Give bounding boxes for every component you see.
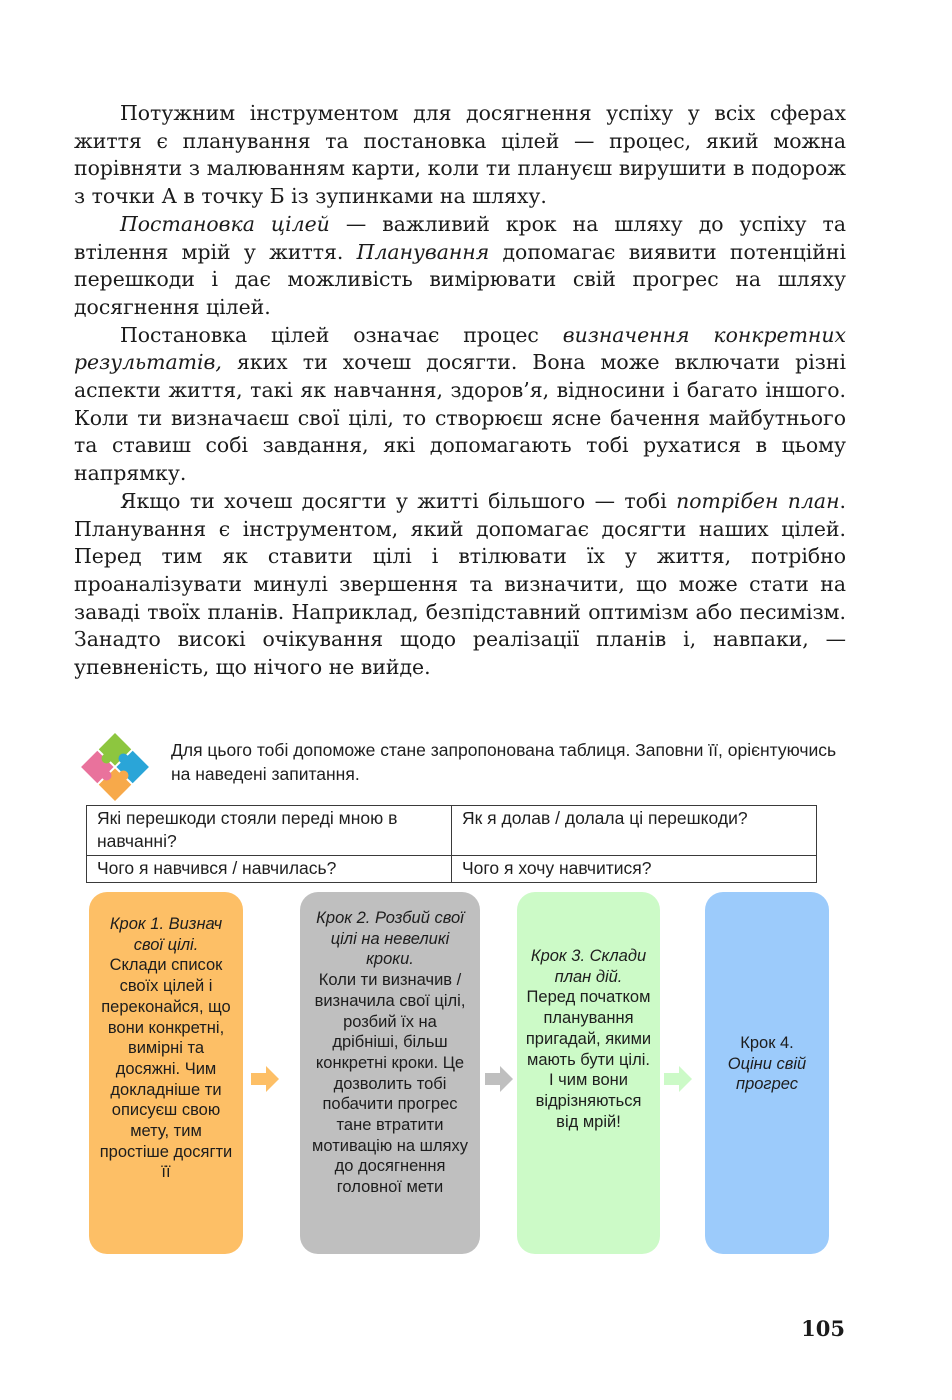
arrow-right-icon <box>485 1066 513 1092</box>
main-text <box>74 100 846 682</box>
puzzle-icon <box>78 730 152 804</box>
step-body: Склади список своїх цілей і переконайся, що вони конкретні, вимірні та досяжні. Чим докладніше ти описуєш свою мету, тим простіше досягти її <box>99 956 233 1182</box>
arrow-right-icon <box>664 1066 692 1092</box>
paragraph <box>74 100 846 211</box>
table-cell: Які перешкоди стояли переді мною в навчанні? <box>87 806 452 856</box>
paragraph <box>74 322 846 488</box>
task-instruction: Для цього тобі допоможе стане запропонована таблиця. Заповни її, орієнтуючись на наведені запитання. <box>171 740 837 784</box>
text-run: Якщо ти хочеш досягти у житті більшого — тобі <box>120 488 677 513</box>
step-title: Крок 2. Розбий свої цілі на невеликі кроки. <box>316 909 464 969</box>
reflection-table <box>86 805 817 883</box>
step-body: Коли ти визначив / визначила свої цілі, розбий їх на дрібніші, більш конкретні кроки. Це дозволить тобі побачити прогрес тане втратити мотивацію на шляху до досягнення головної мети <box>312 971 468 1197</box>
step-title: Оціни свій прогрес <box>727 1054 807 1094</box>
page-number: 105 <box>801 1316 845 1341</box>
step-prefix: Крок 4. <box>740 1033 794 1052</box>
step-title: Крок 3. Склади план дій. <box>530 947 647 986</box>
step-body: Перед початком планування пригадай, якими мають бути цілі. І чим вони відрізняються від мрій! <box>525 988 652 1131</box>
step-title: Крок 1. Визнач свої цілі. <box>109 915 223 954</box>
text-run: яких ти хочеш досягти. Вона може включати різні аспекти життя, такі як навчання, здоров’я, відносини і багато іншого. Коли ти визначаєш свої цілі, то створюєш ясне бачення майбутнього та ставиш собі завдання, які допомагають тобі рухатися в цьому напрямку. <box>74 350 846 486</box>
step-2-card <box>300 892 480 1254</box>
italic-text: Планування <box>356 239 490 264</box>
paragraph <box>74 488 846 682</box>
table-row <box>87 806 817 856</box>
text-run: Постановка цілей означає процес <box>120 322 563 347</box>
text-run: — важливий крок на шляху до успіху та втілення мрій у життя. <box>74 211 846 264</box>
table-cell: Чого я хочу навчитися? <box>452 856 817 883</box>
text-run: допомагає виявити потенційні перешкоди і дає можливість вимірювати свій прогрес на шляху досягнення цілей. <box>74 239 846 319</box>
italic-text: потрібен план <box>676 488 840 513</box>
text-run: . Планування є інструментом, який допомагає досягти наших цілей. Перед тим як ставити цілі і втілювати їх у життя, потрібно проаналізувати минулі звершення та визначити, що може стати на заваді твоїх планів. Наприклад, безпідставний оптимізм або песимізм. Занадто високі очікування щодо реалізації планів і, навпаки, — упевненість, що нічого не вийде. <box>74 488 846 680</box>
step-3-card <box>517 892 660 1254</box>
table-row <box>87 856 817 883</box>
table-cell: Як я долав / долала ці перешкоди? <box>452 806 817 856</box>
arrow-right-icon <box>251 1066 279 1092</box>
table-cell: Чого я навчився / навчилась? <box>87 856 452 883</box>
paragraph <box>74 211 846 322</box>
step-4-card <box>705 892 829 1254</box>
italic-text: визначення конкретних результатів, <box>74 322 846 375</box>
step-1-card <box>89 892 243 1254</box>
italic-text: Постановка цілей <box>120 211 330 236</box>
text-run: Потужним інструментом для досягнення успіху у всіх сферах життя є планування та постановка цілей — процес, який можна порівняти з малюванням карти, коли ти плануєш вирушити в подорож з точки А в точку Б із зупинками на шляху. <box>74 101 846 209</box>
